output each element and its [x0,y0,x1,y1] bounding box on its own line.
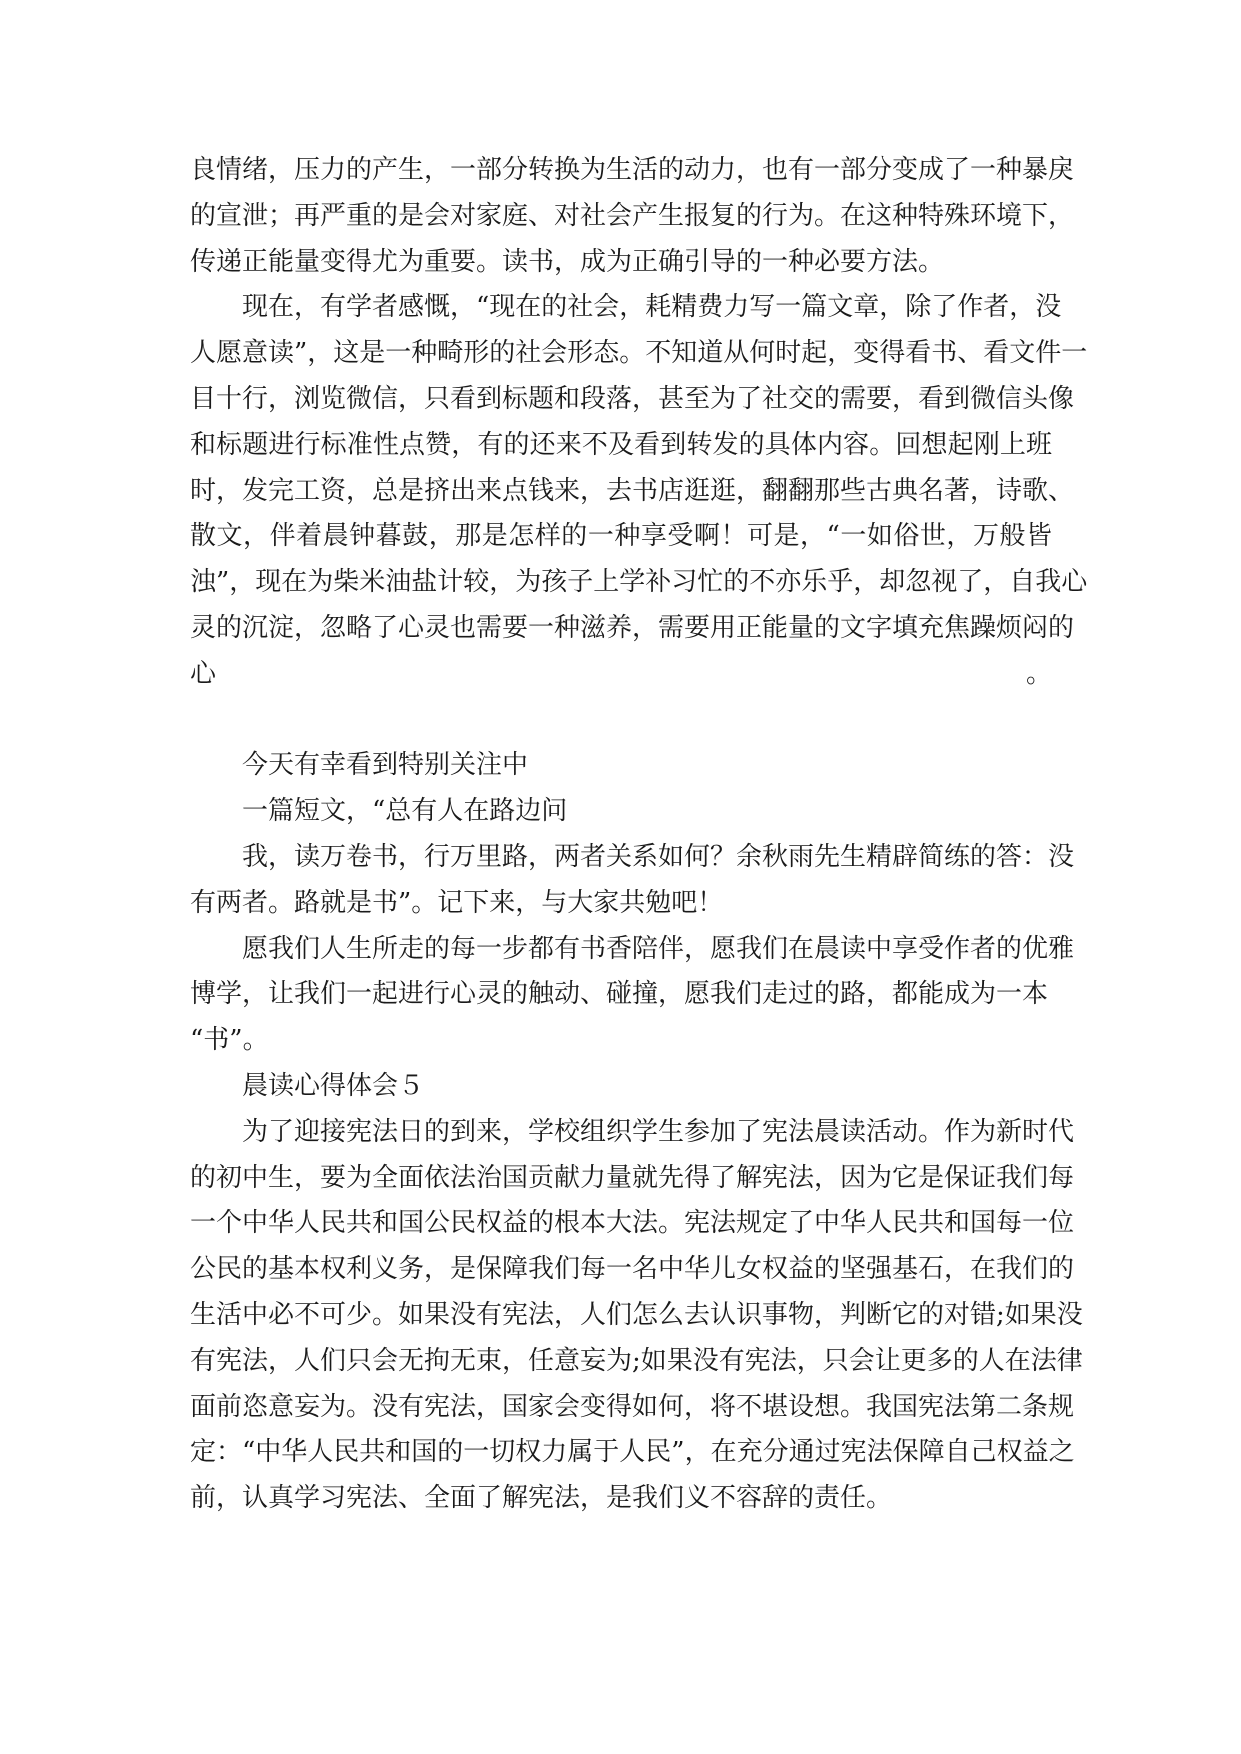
section-heading [190,1064,1052,1110]
text-line: 和标题进行标准性点赞，有的还来不及看到转发的具体内容。回想起刚上班 [190,429,1052,460]
text-line: “书”。 [190,1025,269,1056]
text-line: 一篇短文，“总有人在路边问 [242,796,568,827]
text-line: 良情绪，压力的产生，一部分转换为生活的动力，也有一部分变成了一种暴戾 [190,155,1075,185]
text-line: 一个中华人民共和国公民权益的根本大法。宪法规定了中华人民共和国每一位 [190,1208,1075,1239]
paragraph [190,148,1075,285]
text-line: 的初中生，要为全面依法治国贡献力量就先得了解宪法，因为它是保证我们每 [190,1162,1075,1193]
text-line: 公民的基本权利义务，是保障我们每一名中华儿女权益的坚强基石，在我们的 [190,1254,1075,1285]
text-line: 时，发完工资，总是挤出来点钱来，去书店逛逛，翻翻那些古典名著，诗歌、 [190,475,1075,506]
paragraph [190,927,1075,1064]
text-line: 今天有幸看到特别关注中 [242,750,529,781]
paragraph [190,789,1052,835]
text-line: 心。 [190,658,1052,689]
text-line [190,698,1052,744]
text-line: 现在，有学者感慨，“现在的社会，耗精费力写一篇文章，除了作者，没 [242,292,1062,323]
text-line: 灵的沉淀，忽略了心灵也需要一种滋养，需要用正能量的文字填充焦躁烦闷的 [190,612,1075,643]
text-line: 的宣泄；再严重的是会对家庭、对社会产生报复的行为。在这种特殊环境下， [190,200,1075,231]
text-line: 博学，让我们一起进行心灵的触动、碰撞，愿我们走过的路，都能成为一本 [190,979,1049,1010]
text-line: 晨读心得体会５ [242,1070,425,1101]
text-line: 愿我们人生所走的每一步都有书香陪伴，愿我们在晨读中享受作者的优雅 [242,933,1075,964]
text-line: 目十行，浏览微信，只看到标题和段落，甚至为了社交的需要，看到微信头像 [190,383,1075,414]
text-line: 前，认真学习宪法、全面了解宪法，是我们义不容辞的责任。 [190,1483,893,1514]
document-page [190,148,1088,1522]
paragraph [190,285,1088,743]
text-line: 人愿意读”，这是一种畸形的社会形态。不知道从何时起，变得看书、看文件一 [190,338,1088,369]
text-line: 生活中必不可少。如果没有宪法，人们怎么去认识事物，判断它的对错;如果没 [190,1299,1083,1330]
paragraph [190,1110,1083,1522]
text-line: 有两者。路就是书”。记下来，与大家共勉吧！ [190,887,724,918]
text-line: 有宪法，人们只会无拘无束，任意妄为;如果没有宪法，只会让更多的人在法律 [190,1345,1083,1376]
text-line: 散文，伴着晨钟暮鼓，那是怎样的一种享受啊！可是，“一如俗世，万般皆 [190,521,1052,552]
text-line: 定：“中华人民共和国的一切权力属于人民”，在充分通过宪法保障自己权益之 [190,1437,1075,1468]
text-line: 我，读万卷书，行万里路，两者关系如何？余秋雨先生精辟简练的答：没 [242,841,1075,872]
text-line: 为了迎接宪法日的到来，学校组织学生参加了宪法晨读活动。作为新时代 [242,1116,1075,1147]
text-line: 传递正能量变得尤为重要。读书，成为正确引导的一种必要方法。 [190,246,945,277]
text-line: 面前恣意妄为。没有宪法，国家会变得如何，将不堪设想。我国宪法第二条规 [190,1391,1075,1422]
paragraph [190,835,1075,927]
paragraph [190,743,1052,789]
text-line: 浊”，现在为柴米油盐计较，为孩子上学补习忙的不亦乐乎，却忽视了，自我心 [190,567,1088,598]
